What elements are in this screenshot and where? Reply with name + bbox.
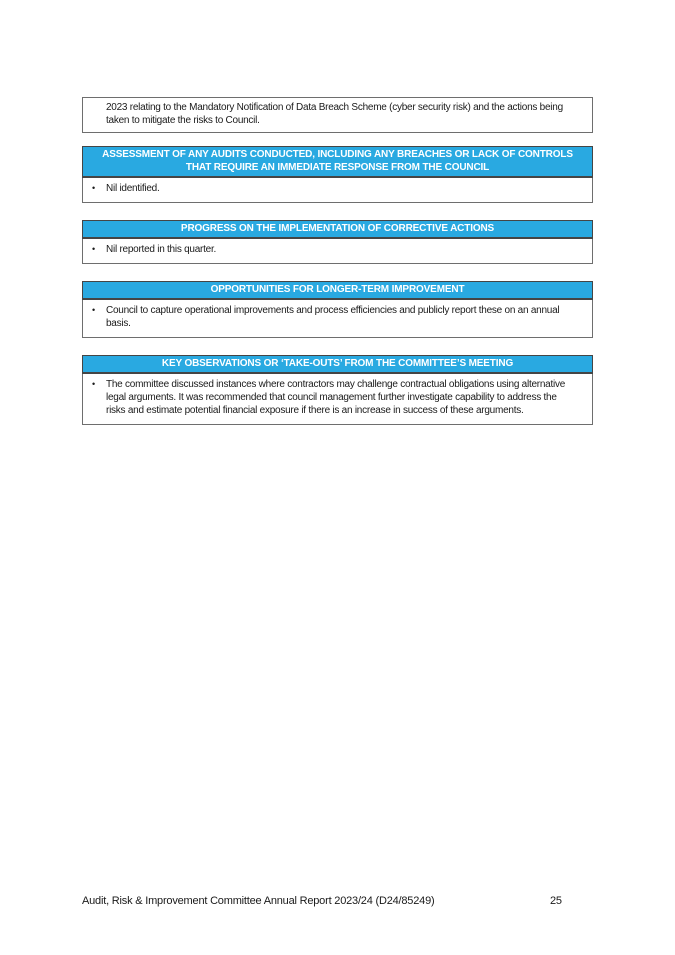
section-longer-term-improvement [82, 281, 593, 338]
section-body [83, 373, 592, 424]
section-body [83, 177, 592, 202]
bullet-marker: • [92, 244, 95, 254]
section-heading: KEY OBSERVATIONS OR ‘TAKE-OUTS’ FROM THE COMMITTEE’S MEETING [83, 356, 592, 373]
bullet-marker: • [92, 379, 95, 389]
section-progress-corrective-actions [82, 220, 593, 264]
bullet-text: Nil reported in this quarter. [106, 244, 217, 255]
page-footer [82, 895, 593, 908]
bullet-marker: • [92, 305, 95, 315]
bullet-item [83, 304, 592, 330]
section-body [83, 299, 592, 337]
bullet-text: Nil identified. [106, 183, 160, 194]
bullet-text: The committee discussed instances where contractors may challenge contractual obligations using alternative legal arguments. It was recommended that council management further investigate capability to address the risks and estimate potential financial exposure if there is an increase in success of these arguments. [106, 379, 566, 416]
footer-page-number: 25 [550, 895, 562, 907]
section-heading: OPPORTUNITIES FOR LONGER-TERM IMPROVEMENT [83, 282, 592, 299]
continuation-text: 2023 relating to the Mandatory Notification of Data Breach Scheme (cyber security risk) and the actions being taken to mitigate the risks to Council. [106, 102, 563, 126]
bullet-marker: • [92, 183, 95, 193]
section-heading: PROGRESS ON THE IMPLEMENTATION OF CORRECTIVE ACTIONS [83, 221, 592, 238]
section-assessment-of-audits [82, 146, 593, 203]
bullet-item [83, 243, 592, 256]
section-body [83, 238, 592, 263]
bullet-text: Council to capture operational improvements and process efficiencies and publicly report these on an annual basis. [106, 305, 560, 329]
document-content [82, 97, 593, 425]
footer-document-title: Audit, Risk & Improvement Committee Annual Report 2023/24 (D24/85249) [82, 895, 435, 907]
bullet-item [83, 182, 592, 195]
section-key-observations [82, 355, 593, 425]
section-heading: ASSESSMENT OF ANY AUDITS CONDUCTED, INCLUDING ANY BREACHES OR LACK OF CONTROLS THAT REQUIRE AN IMMEDIATE RESPONSE FROM THE COUNCIL [83, 147, 592, 177]
bullet-item [83, 378, 592, 417]
continuation-text-box [82, 97, 593, 133]
